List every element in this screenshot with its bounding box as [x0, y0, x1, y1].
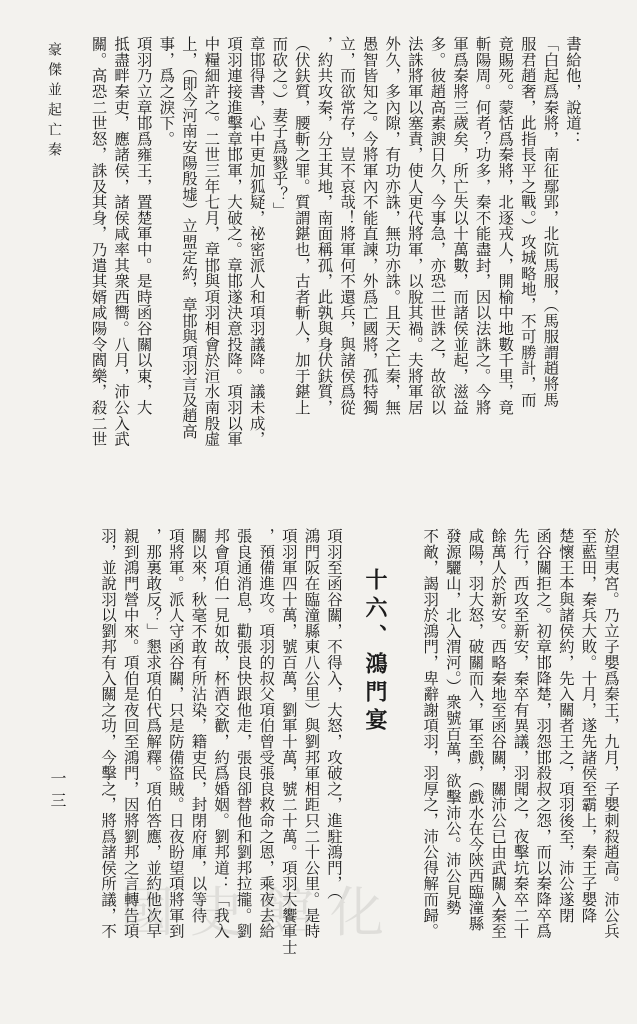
chapter-heading: 十六、鴻門宴 [362, 568, 388, 736]
page-number: 一三 [48, 770, 67, 814]
watermark-text: 國史館化 [120, 881, 400, 944]
top-half [42, 36, 614, 516]
running-head: 豪傑並起亡秦 [46, 42, 62, 162]
bottom-body-text: 於望夷宮。乃立子嬰爲秦王，九月，子嬰刺殺趙高。沛公兵 至藍田，秦兵大敗。十月，遂先諸侯至霸上，秦王子嬰降 楚懷王本與諸侯約，先入關者王之，項羽後至，沛公遂閉 函谷關拒之。初章邯降楚，羽怨邯殺叔之怨，而以秦降卒爲 先行，西攻至新安，秦卒有異議，羽聞之，夜擊坑秦卒二十 餘萬人於新安。西略秦地至函谷關，關沛公已由武關入秦至 咸陽，羽大怒，破關而入，軍至戲，（戲水在今陝西臨潼縣 發源驪山，北入渭河。）衆號百萬，欲擊沛公。沛公見勢 不敵，謁羽於鴻門，卑辭謝項羽，羽厚之，沛公得解而歸。 [421, 528, 620, 939]
top-body-text: 書給他，說道： 「白起爲秦將，南征鄢郢，北阬馬服，（馬服謂趙將馬 服君趙奢，此指長平之戰。）攻城略地，不可勝計，而 竟賜死。蒙恬爲秦將，北逐戎人，開榆中地數千里，竟 斬陽周。何者？功多，秦不能盡封，因以法誅之。今將 軍爲秦將三歲矣，所亡失以十萬數，而諸侯並起，滋益 多。彼趙高素諛日久，今事急，亦恐二世誅之，故欲以 法誅將軍以塞責，使人更代將軍，以脫其禍。夫將軍居 外久，多內隙，有功亦誅，無功亦誅。且天之亡秦，無 愚智皆知之。今將軍內不能直諫，外爲亡國將，孤特獨 立，而欲常存，豈不哀哉！將軍何不還兵，與諸侯爲從 ，約共攻秦，分王其地，南面稱孤，此孰與身伏鈇質， （伏鈇質，腰斬之罪。質謂鍖也，古者斬人，加于鍖上 而砍之。）妻子爲戮乎？」 章邯得書，心中更加狐疑，祕密派人和項羽議降。議未成， 項羽連接進擊章邯軍，大破之。章邯遂決意投降。項羽以軍 中糧細許之。二世三年七月，章邯與項羽相會於洹水南殷虛 上，（即今河南安陽殷墟）立盟定約，章邯與項羽言及趙高 事，爲之淚下。 項羽乃立章邯爲雍王，置楚軍中。是時函谷關以東，大 抵盡畔秦吏，應諸侯，諸侯咸率其衆西嚮。八月，沛公入武 關。高恐二世怒，誅及其身，乃遣其婿咸陽令閻樂，殺二世 [89, 36, 582, 447]
section-body-text: 項羽至函谷關，不得入，大怒，攻破之，進駐鴻門，（ 鴻門阪在臨潼縣東八公里）與劉邦軍相距只二十公里。是時 項羽軍四十萬，號百萬，劉軍十萬，號二十萬。項羽大饗軍士 ，預備進攻。項羽的叔父項伯曾受張良救命之恩，乘夜去給 張良通消息，勸張良快跟他走，張良卻替他和劉邦拉攏。劉 邦會項伯一見如故，杯酒交歡，約爲婚姻。劉邦道：「我入 關以來，秋毫不敢有所沾染，籍吏民，封閉府庫，以等待 項將軍。派人守函谷關，只是防備盜賊。日夜盼望項將軍到 ，那裏敢反？」懇求項伯代爲解釋。項伯答應，並約他次早 親到鴻門營中來。項伯是夜回至鴻門，因將劉邦之言轉告項 羽，並說羽以劉邦有入關之功，今擊之，將爲諸侯所議，不 [99, 528, 343, 955]
